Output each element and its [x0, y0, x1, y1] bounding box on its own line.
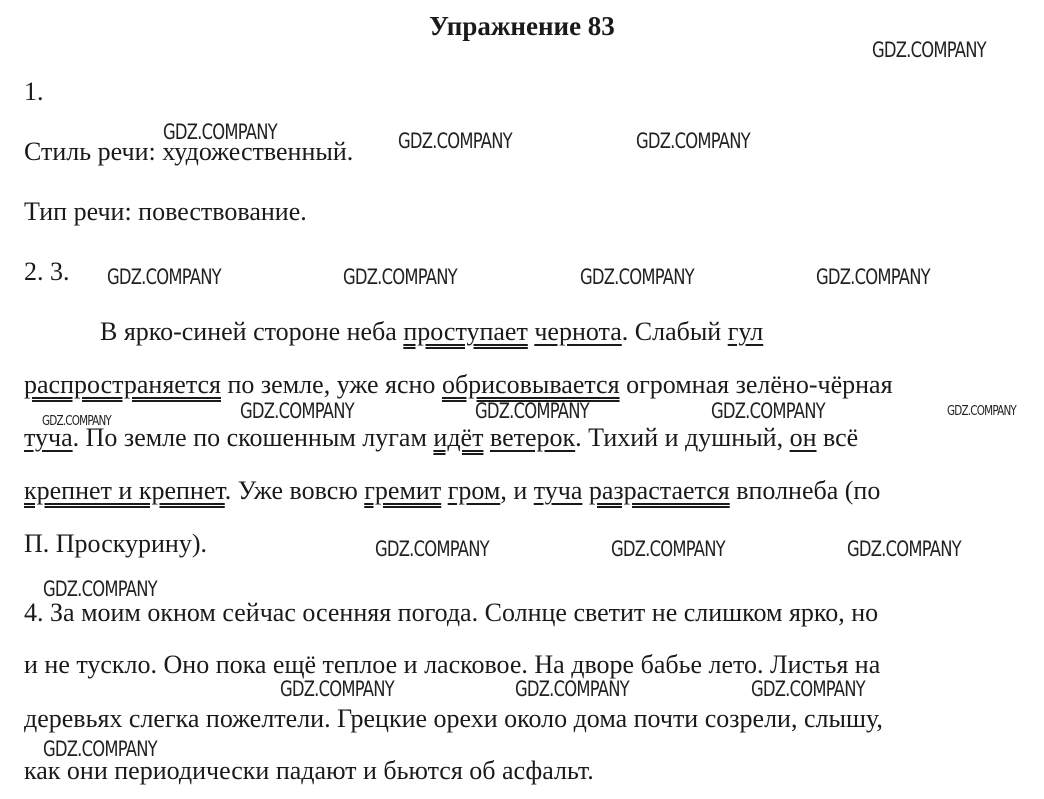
item-1-label: 1. [24, 77, 44, 106]
speech-type: Тип речи: повествование. [24, 197, 307, 226]
predicate-word: крепнет и крепнет [24, 476, 225, 505]
text-span: . Уже вовсю [224, 476, 365, 505]
exercise-title: Упражнение 83 [429, 11, 615, 41]
watermark: GDZ.COMPANY [475, 399, 589, 423]
text-span: по земле, уже ясно [221, 370, 442, 399]
item-4-line-1: 4. За моим окном сейчас осенняя погода. Солнце светит не слишком ярко, но [24, 598, 879, 627]
watermark: GDZ.COMPANY [163, 120, 277, 144]
watermark: GDZ.COMPANY [375, 537, 489, 561]
watermark: GDZ.COMPANY [280, 677, 394, 701]
speech-style: Стиль речи: художественный. [24, 137, 354, 166]
predicate-word: обрисовывается [441, 370, 620, 399]
text-span: . По земле по скошенным лугам [72, 423, 434, 452]
subject-word: туча [24, 423, 73, 452]
item-4-line-4: как они периодически падают и бьются об асфальт. [24, 756, 594, 785]
predicate-word: гремит [364, 476, 442, 505]
text-line-2 [24, 369, 893, 401]
text-span: всё [816, 423, 859, 452]
text-span: В ярко-синей стороне неба [100, 317, 404, 346]
watermark: GDZ.COMPANY [947, 404, 1016, 419]
watermark: GDZ.COMPANY [107, 265, 221, 289]
watermark: GDZ.COMPANY [580, 265, 694, 289]
text-span: вполнеба (по [729, 476, 881, 505]
watermark: GDZ.COMPANY [42, 414, 111, 429]
watermark: GDZ.COMPANY [240, 399, 354, 423]
watermark: GDZ.COMPANY [43, 737, 157, 761]
text-span: . Слабый [621, 317, 728, 346]
subject-word: туча [533, 476, 583, 505]
item-2-3-label: 2. 3. [24, 257, 70, 286]
watermark: GDZ.COMPANY [398, 129, 512, 153]
watermark: GDZ.COMPANY [515, 677, 629, 701]
watermark: GDZ.COMPANY [611, 537, 725, 561]
subject-word: ветерок [489, 423, 576, 452]
text-line-3 [24, 422, 858, 454]
text-span: , и [500, 476, 534, 505]
subject-word: он [789, 423, 817, 452]
text-line-5: П. Проскурину). [24, 529, 207, 558]
watermark: GDZ.COMPANY [872, 38, 986, 62]
subject-word: чернота [534, 317, 622, 346]
item-4-line-2: и не тускло. Оно пока ещё теплое и ласковое. На дворе бабье лето. Листья на [24, 650, 881, 679]
text-line-1 [100, 316, 763, 348]
predicate-word: разрастается [588, 476, 730, 505]
watermark: GDZ.COMPANY [636, 129, 750, 153]
text-line-4 [24, 475, 880, 507]
subject-word: гром [447, 476, 501, 505]
item-4-line-3: деревьях слегка пожелтели. Грецкие орехи около дома почти созрели, слышу, [24, 704, 883, 733]
predicate-word: идёт [433, 423, 484, 452]
text-span: . Тихий и душный, [575, 423, 790, 452]
watermark: GDZ.COMPANY [343, 265, 457, 289]
watermark: GDZ.COMPANY [43, 577, 157, 601]
text-span: огромная зелёно-чёрная [619, 370, 893, 399]
predicate-word: проступает [403, 317, 528, 346]
watermark: GDZ.COMPANY [751, 677, 865, 701]
watermark: GDZ.COMPANY [816, 265, 930, 289]
subject-word: гул [727, 317, 764, 346]
predicate-word: распространяется [24, 370, 221, 399]
watermark: GDZ.COMPANY [711, 399, 825, 423]
watermark: GDZ.COMPANY [847, 537, 961, 561]
